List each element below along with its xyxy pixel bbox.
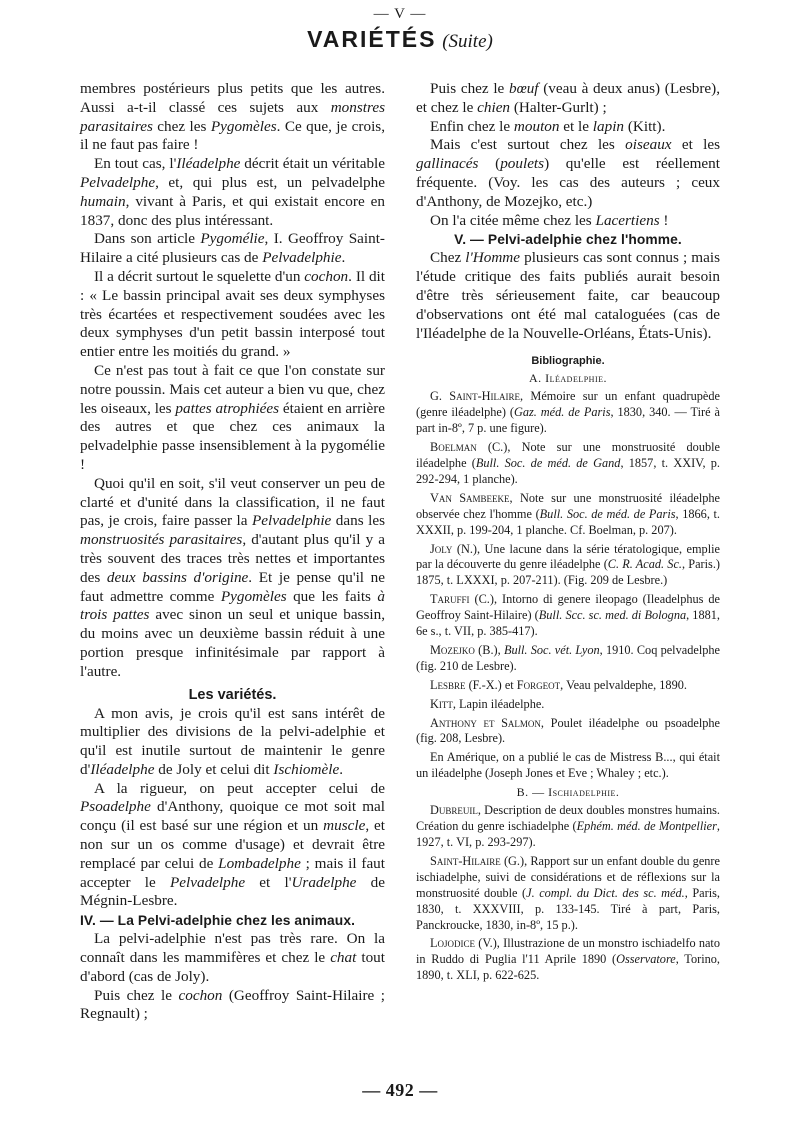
paragraph: A mon avis, je crois qu'il est sans intérêt de multiplier des divisions de la pelvi-adelphie et qu'il est inutile surtout de maintenir le genre d'Iléadelphe de Joly et celui dit Ischiomèle.	[80, 704, 385, 778]
bib-entry: Van Sambeeke, Note sur une monstruosité iléadelphe observée chez l'homme (Bull. Soc. de méd. de Paris, 1866, t. XXXII, p. 199-204, 1 planche. Cf. Boelman, p. 207).	[416, 490, 720, 537]
paragraph: Chez l'Homme plusieurs cas sont connus ; mais l'étude critique des faits publiés aurait besoin d'être très sérieusement faite, car beaucoup d'observations ont été mal cataloguées (cas de l'Iléadelphe de la Nouvelle-Orléans, États-Unis).	[416, 249, 720, 342]
paragraph: Puis chez le bœuf (veau à deux anus) (Lesbre), et chez le chien (Halter-Gurlt) ;	[416, 80, 720, 116]
paragraph: Quoi qu'il en soit, s'il veut conserver un peu de clarté et d'unité dans la classification, il ne faut pas, je crois, faire passer la Pelvadelphie dans les monstruosités parasitaires, d'autant plus qu'il y a très souvent des traces très nettes et importantes des deux bassins d'origine. Et je pense qu'il ne faut admettre comme Pygomèles que les faits à trois pattes avec sinon un seul et unique bassin, du moins avec un deuxième bassin réduit à une portion presque infinitésimale par rapport à l'autre.	[80, 474, 385, 680]
roman-page-number: — V —	[373, 6, 427, 22]
paragraph: Puis chez le cochon (Geoffroy Saint-Hilaire ; Regnault) ;	[80, 986, 386, 1023]
bibliography-subheading-a: A. Iléadelphie.	[528, 371, 608, 386]
bib-entry: Dubreuil, Description de deux doubles monstres humains. Création du genre ischiadelphe (Ephém. méd. de Montpellier, 1927, t. VI, p. 293-297).	[416, 803, 720, 850]
bib-entry: Kitt, Lapin iléadelphe.	[430, 696, 545, 711]
heading-section-v: V. — Pelvi-adelphie chez l'homme.	[454, 232, 682, 248]
bib-entry: Mozejko (B.), Bull. Soc. vét. Lyon, 1910. Coq pelvadelphe (fig. 210 de Lesbre).	[416, 642, 720, 673]
bib-entry: Lesbre (F.-X.) et Forgeot, Veau pelvaldephe, 1890.	[430, 677, 687, 692]
bib-entry: Boelman (C.), Note sur une monstruosité double iléadelphe (Bull. Soc. de méd. de Gand, 1857, t. XXIV, p. 292-294, 1 planche).	[416, 440, 720, 486]
section-title-main: VARIÉTÉS	[307, 26, 437, 52]
bib-entry: Lojodice (V.), Illustrazione de un monstro ischiadelfo nato in Ruddo di Puglia l'11 Aprile 1890 (Osservatore, Torino, 1890, t. XLI, p. 622-625.	[416, 936, 720, 983]
paragraph: Il a décrit surtout le squelette d'un cochon. Il dit : « Le bassin principal avait ses deux symphyses très écartées et respectivement soudées avec les deux symphyses d'un petit bassin interposé tout entier entre les moitiés du grand. »	[80, 267, 385, 361]
paragraph: Dans son article Pygomélie, I. Geoffroy Saint-Hilaire a cité plusieurs cas de Pelvadelphie.	[80, 230, 385, 267]
bib-entry: G. Saint-Hilaire, Mémoire sur un enfant quadrupède (genre iléadelphe) (Gaz. méd. de Paris, 1830, 340. — Tiré à part in-8º, 7 p. une figure).	[416, 389, 720, 436]
heading-section-iv: IV. — La Pelvi-adelphie chez les animaux.	[80, 913, 356, 929]
bib-entry: Anthony et Salmon, Poulet iléadelphe ou psoadelphe (fig. 208, Lesbre).	[416, 715, 720, 746]
heading-varietes: Les variétés.	[188, 686, 277, 703]
bib-entry: Taruffi (C.), Intorno di genere ileopago (Ileadelphus de Geoffroy Saint-Hilaire) (Bull. Scc. sc. med. di Bologna, 1881, 6e s., t. VII, p. 385-417).	[416, 592, 721, 639]
section-title	[0, 25, 800, 56]
paragraph: En tout cas, l'Iléadelphe décrit était un véritable Pelvadelphe, et, qui plus est, un pelvadelphe humain, vivant à Paris, et qui existait encore en 1837, donc des plus intéressant.	[80, 155, 385, 229]
paragraph: On l'a citée même chez les Lacertiens !	[430, 211, 669, 229]
paragraph: Ce n'est pas tout à fait ce que l'on constate sur notre poussin. Mais cet auteur a bien vu que, chez les oiseaux, les pattes atrophiées étaient en arrière des autres et que chez ces animaux la pelvadelphie passe insensiblement à la pygomélie !	[80, 361, 385, 473]
paragraph: La pelvi-adelphie n'est pas très rare. On la connaît dans les mammifères et chez le chat tout d'abord (cas de Joly).	[80, 930, 385, 985]
page-number: — 492 —	[362, 1080, 438, 1100]
bibliography-heading: Bibliographie.	[531, 355, 605, 368]
paragraph: Mais c'est surtout chez les oiseaux et les gallinacés (poulets) qu'elle est réellement fréquente. (Voy. les cas des auteurs ; ceux d'Anthony, de Mozejko, etc.)	[416, 136, 720, 210]
bib-entry: En Amérique, on a publié le cas de Mistress B..., qui était un iléadelphe (Joseph Jones et Eve ; Whaley ; etc.).	[416, 750, 720, 781]
bibliography-list-a	[416, 389, 720, 782]
bib-entry: Saint-Hilaire (G.), Rapport sur un enfant double du genre ischiadelphe, suivi de considérations et de réflexions sur la monstruosité double (J. compl. du Dict. des sc. méd., Paris, 1830, t. XXXVIII, p. 133-145. Tiré à part, Paris, Panckroucke, 1830, in-8º, 15 p.).	[416, 853, 720, 932]
paragraph: A la rigueur, on peut accepter celui de Psoadelphe d'Anthony, quoique ce mot soit mal conçu (il est basé sur une région et un muscle, et non sur un os comme d'usage) et devrait être remplacé par celui de Lombadelphe ; mais il faut accepter le Pelvadelphe et l'Uradelphe de Mégnin-Lesbre.	[80, 779, 385, 910]
bibliography-list-b	[416, 803, 720, 984]
bibliography-subheading-b: B. — Ischiadelphie.	[516, 785, 620, 800]
paragraph: membres postérieurs plus petits que les autres. Aussi a-t-il classé ces sujets aux monstres parasitaires chez les Pygomèles. Ce que, je crois, il ne faut pas faire !	[80, 80, 385, 154]
right-column	[416, 80, 720, 987]
section-title-suffix: (Suite)	[442, 31, 493, 52]
page-header	[0, 6, 800, 56]
left-column	[80, 80, 385, 1024]
bib-entry: Joly (N.), Une lacune dans la série tératologique, emplie par la découverte du genre iléadelphe (C. R. Acad. Sc., Paris.) 1875, t. LXXXI, p. 207-211). (Fig. 209 de Lesbre.)	[416, 541, 720, 588]
paragraph: Enfin chez le mouton et le lapin (Kitt).	[430, 117, 666, 135]
